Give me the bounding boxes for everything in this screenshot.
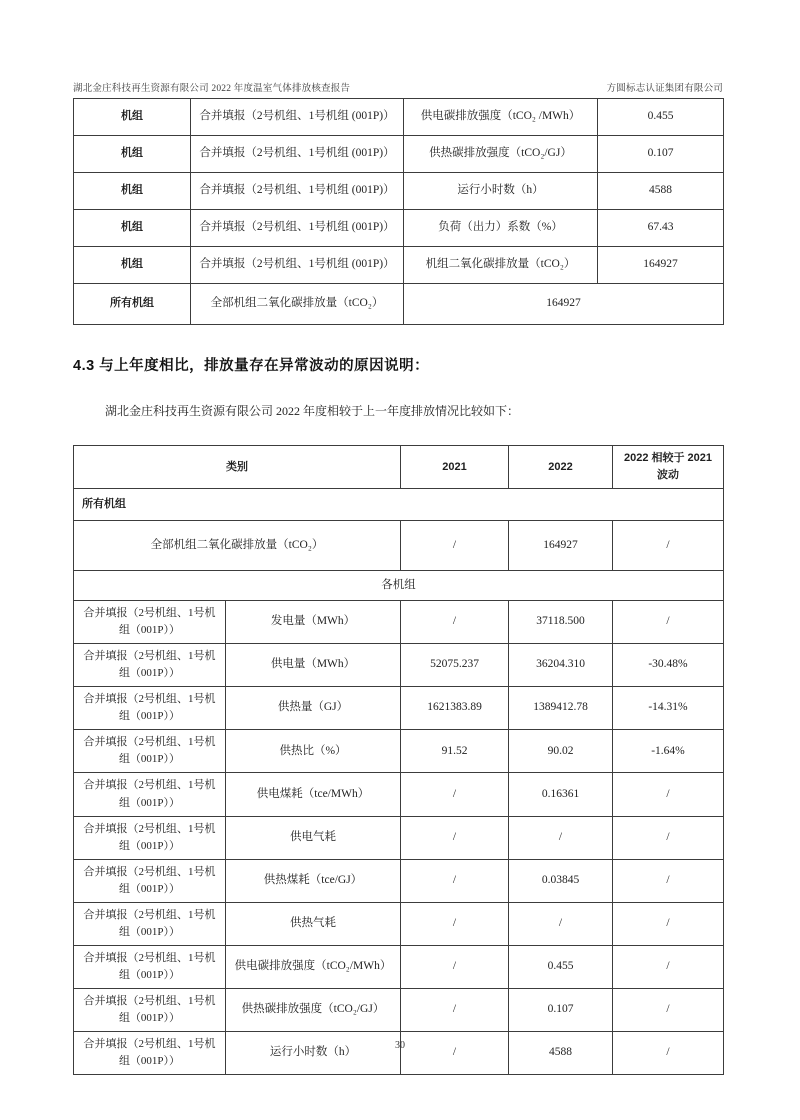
table-row [74, 521, 724, 571]
cell-scope: 机组 [74, 136, 191, 173]
page-number: 30 [395, 1040, 405, 1051]
cell-unit: 合并填报（2号机组、1号机组 (001P)） [191, 99, 404, 136]
table-row [74, 773, 724, 816]
cell-unit: 合并填报（2号机组、1号机组（001P）） [74, 902, 226, 945]
cell-delta: -30.48% [613, 644, 724, 687]
cell-unit: 合并填报（2号机组、1号机组（001P）） [74, 816, 226, 859]
table-row [74, 687, 724, 730]
cell-metric: 供电碳排放强度（tCO₂ /MWh） [404, 99, 598, 136]
cell-2021: 52075.237 [401, 644, 509, 687]
group-label: 所有机组 [74, 489, 724, 521]
cell-delta: / [613, 1032, 724, 1075]
cell-unit: 合并填报（2号机组、1号机组 (001P)） [191, 247, 404, 284]
cell-scope: 机组 [74, 247, 191, 284]
cell-value: 164927 [598, 247, 724, 284]
cell-2021: / [401, 521, 509, 571]
cell-2022: 0.107 [509, 988, 613, 1031]
section-paragraph: 湖北金庄科技再生资源有限公司 2022 年度相较于上一年度排放情况比较如下： [105, 404, 520, 418]
cell-scope: 机组 [74, 99, 191, 136]
cell-metric: 供热量（GJ） [226, 687, 401, 730]
cell-metric: 供电气耗 [226, 816, 401, 859]
cell-2021: / [401, 945, 509, 988]
cell-2021: / [401, 816, 509, 859]
table-row [74, 988, 724, 1031]
cell-metric: 供电量（MWh） [226, 644, 401, 687]
cell-unit: 合并填报（2号机组、1号机组（001P）） [74, 988, 226, 1031]
cell-2021: / [401, 988, 509, 1031]
year-comparison-table [73, 445, 724, 1075]
table-row [74, 210, 724, 247]
table-row [74, 644, 724, 687]
table-row [74, 816, 724, 859]
cell-unit: 合并填报（2号机组、1号机组 (001P)） [191, 210, 404, 247]
cell-unit: 合并填报（2号机组、1号机组（001P）） [74, 773, 226, 816]
cell-delta: / [613, 859, 724, 902]
cell-2022: 164927 [509, 521, 613, 571]
cell-2021: 91.52 [401, 730, 509, 773]
header-right-company: 方圆标志认证集团有限公司 [606, 84, 723, 94]
section-heading: 4.3 与上年度相比，排放量存在异常波动的原因说明： [73, 358, 430, 374]
table-row [74, 730, 724, 773]
cell-metric: 供热碳排放强度（tCO₂/GJ） [226, 988, 401, 1031]
cell-unit: 合并填报（2号机组、1号机组（001P）） [74, 730, 226, 773]
cell-value: 4588 [598, 173, 724, 210]
cell-2021: / [401, 601, 509, 644]
cell-value: 0.107 [598, 136, 724, 173]
cell-unit: 合并填报（2号机组、1号机组 (001P)） [191, 173, 404, 210]
cell-unit: 合并填报（2号机组、1号机组（001P）） [74, 601, 226, 644]
cell-unit: 合并填报（2号机组、1号机组（001P）） [74, 945, 226, 988]
cell-2021: / [401, 859, 509, 902]
group-row-all-units [74, 489, 724, 521]
cell-delta: -14.31% [613, 687, 724, 730]
column-header-delta: 2022 相较于 2021 波动 [613, 446, 724, 489]
group-row-each-unit [74, 571, 724, 601]
cell-unit: 合并填报（2号机组、1号机组（001P）） [74, 1032, 226, 1075]
cell-2022: / [509, 902, 613, 945]
cell-metric: 供热煤耗（tce/GJ） [226, 859, 401, 902]
cell-2021: / [401, 902, 509, 945]
cell-value: 67.43 [598, 210, 724, 247]
cell-unit: 合并填报（2号机组、1号机组 (001P)） [191, 136, 404, 173]
cell-2022: 37118.500 [509, 601, 613, 644]
table-row [74, 601, 724, 644]
cell-metric: 供热碳排放强度（tCO₂/GJ） [404, 136, 598, 173]
group-label: 各机组 [74, 571, 724, 601]
cell-metric: 负荷（出力）系数（%） [404, 210, 598, 247]
table-row [74, 247, 724, 284]
cell-2022: 90.02 [509, 730, 613, 773]
table-row [74, 945, 724, 988]
table-row [74, 1032, 724, 1075]
header-left-title: 湖北金庄科技再生资源有限公司 2022 年度温室气体排放核查报告 [73, 84, 351, 94]
cell-delta: / [613, 945, 724, 988]
cell-2022: 0.03845 [509, 859, 613, 902]
cell-delta: / [613, 988, 724, 1031]
cell-unit: 合并填报（2号机组、1号机组（001P）） [74, 687, 226, 730]
column-header-2021: 2021 [401, 446, 509, 489]
cell-2021: / [401, 1032, 509, 1075]
running-header [73, 80, 723, 94]
table-row [74, 859, 724, 902]
cell-metric: 供热比（%） [226, 730, 401, 773]
cell-delta: -1.64% [613, 730, 724, 773]
cell-scope: 机组 [74, 210, 191, 247]
cell-delta: / [613, 773, 724, 816]
table-row [74, 136, 724, 173]
table-row [74, 173, 724, 210]
table-row [74, 902, 724, 945]
cell-label: 全部机组二氧化碳排放量（tCO₂） [191, 284, 404, 325]
table-row [74, 99, 724, 136]
cell-delta: / [613, 902, 724, 945]
cell-total-value: 164927 [404, 284, 724, 325]
cell-2022: 4588 [509, 1032, 613, 1075]
cell-scope: 所有机组 [74, 284, 191, 325]
cell-scope: 机组 [74, 173, 191, 210]
column-header-2022: 2022 [509, 446, 613, 489]
cell-2021: / [401, 773, 509, 816]
cell-value: 0.455 [598, 99, 724, 136]
cell-metric: 供电碳排放强度（tCO₂/MWh） [226, 945, 401, 988]
table-header-row [74, 446, 724, 489]
unit-emissions-table [73, 98, 724, 325]
column-header-category: 类别 [74, 446, 401, 489]
cell-2022: 0.16361 [509, 773, 613, 816]
table-total-row [74, 284, 724, 325]
cell-metric: 运行小时数（h） [226, 1032, 401, 1075]
cell-delta: / [613, 601, 724, 644]
cell-unit: 合并填报（2号机组、1号机组（001P）） [74, 644, 226, 687]
cell-2022: 0.455 [509, 945, 613, 988]
cell-2022: 36204.310 [509, 644, 613, 687]
cell-2022: 1389412.78 [509, 687, 613, 730]
cell-metric: 全部机组二氧化碳排放量（tCO₂） [74, 521, 401, 571]
cell-2022: / [509, 816, 613, 859]
cell-metric: 发电量（MWh） [226, 601, 401, 644]
cell-metric: 供电煤耗（tce/MWh） [226, 773, 401, 816]
cell-2021: 1621383.89 [401, 687, 509, 730]
cell-metric: 供热气耗 [226, 902, 401, 945]
cell-delta: / [613, 816, 724, 859]
cell-unit: 合并填报（2号机组、1号机组（001P）） [74, 859, 226, 902]
cell-delta: / [613, 521, 724, 571]
cell-metric: 机组二氧化碳排放量（tCO₂） [404, 247, 598, 284]
cell-metric: 运行小时数（h） [404, 173, 598, 210]
